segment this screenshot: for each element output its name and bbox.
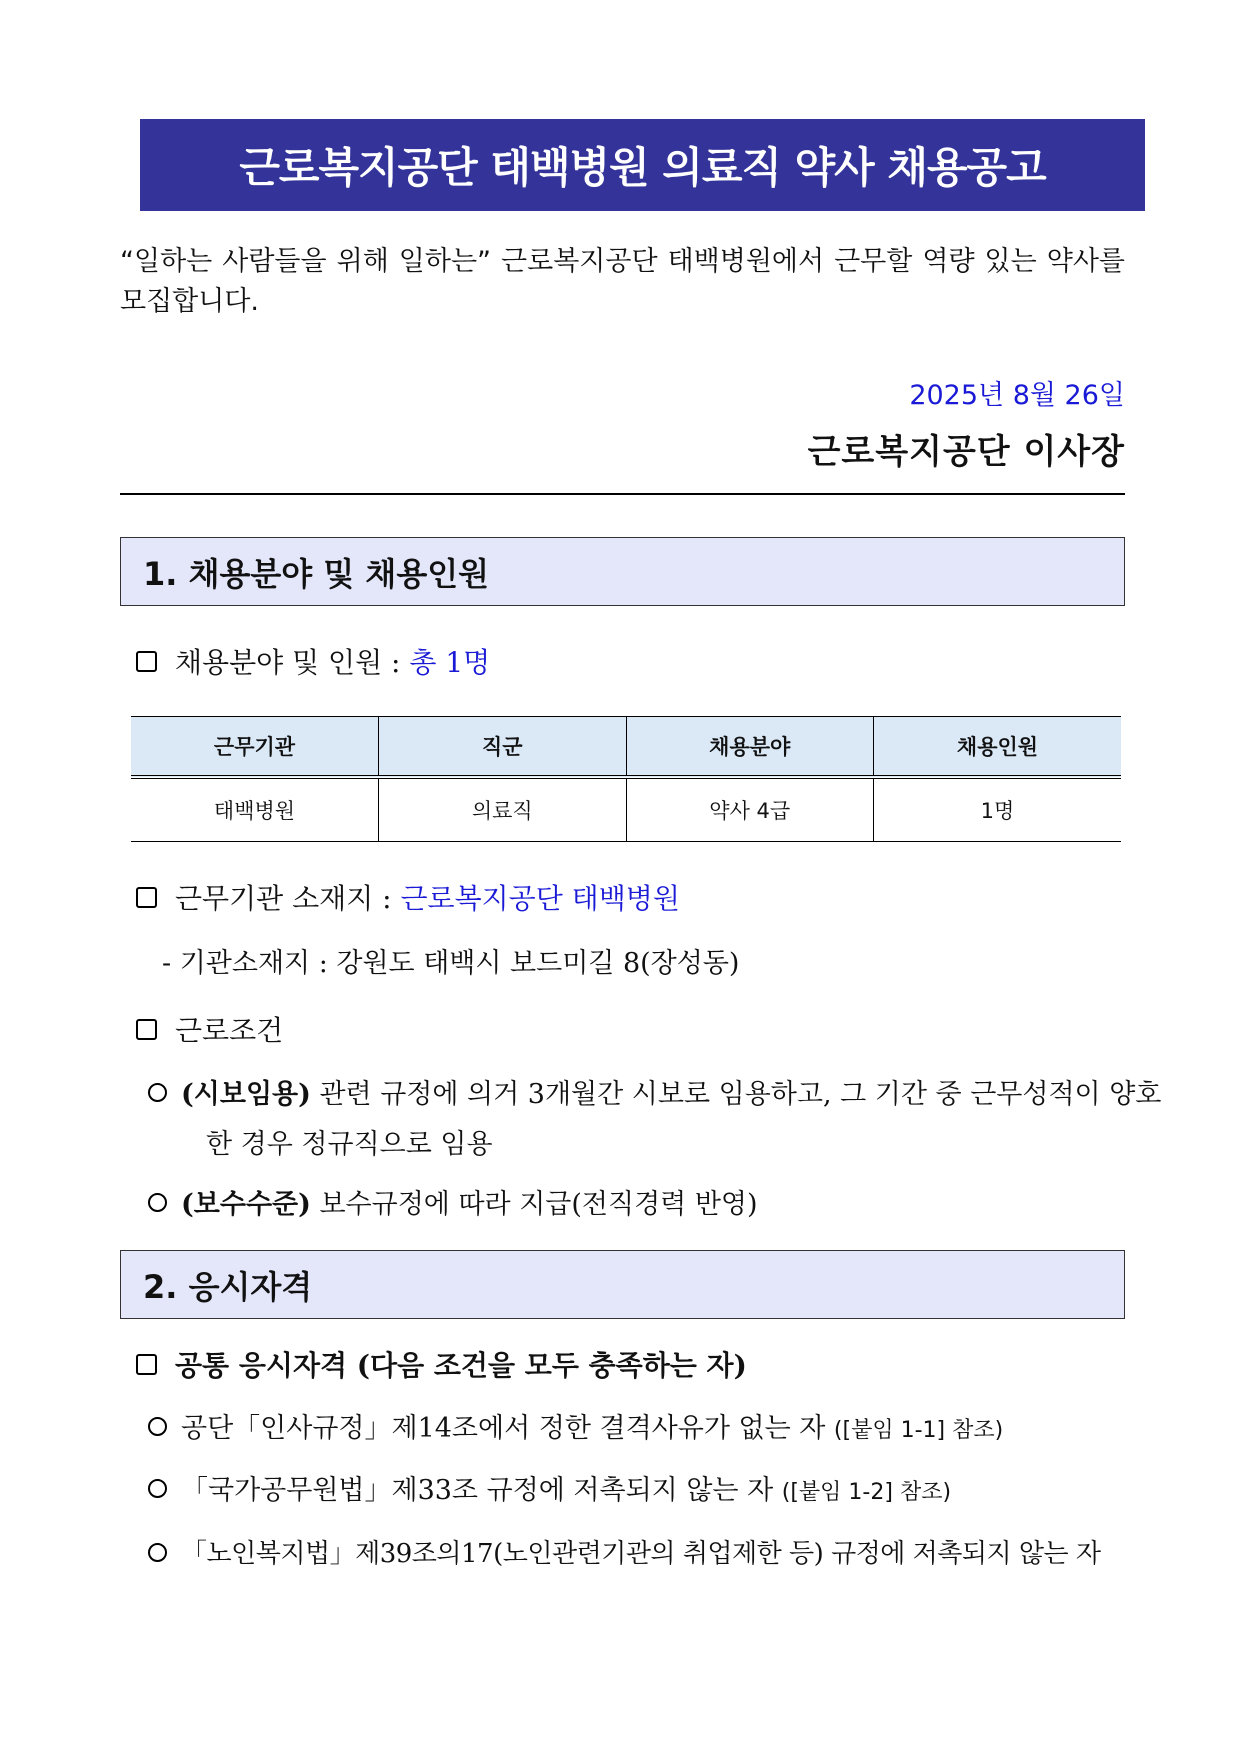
field-count-item (136, 641, 490, 681)
circle-bullet-icon (148, 1083, 167, 1102)
conditions-label: 근로조건 (175, 1014, 284, 1047)
condition-salary-text: 보수규정에 따라 지급(전직경력 반영) (310, 1189, 758, 1220)
location-item (136, 877, 680, 917)
table-cell: 1명 (874, 777, 1122, 842)
table-cell: 의료직 (379, 777, 627, 842)
checkbox-square-icon (136, 1354, 157, 1375)
common-qualification-item (136, 1344, 747, 1384)
conditions-item (136, 1009, 283, 1049)
checkbox-square-icon (136, 1019, 157, 1040)
circle-bullet-icon (148, 1479, 167, 1498)
condition-salary-key: (보수수준) (181, 1189, 311, 1220)
condition-probation-key: (시보임용) (181, 1079, 311, 1110)
condition-salary (148, 1180, 1124, 1230)
circle-bullet-icon (148, 1417, 167, 1436)
table-header-row (131, 717, 1121, 778)
circle-bullet-icon (148, 1193, 167, 1212)
qualification-text: 공단「인사규정」제14조에서 정한 결격사유가 없는 자 (181, 1413, 826, 1444)
qualification-item (148, 1466, 1124, 1518)
table-header-cell: 근무기관 (131, 717, 379, 778)
page-title: 근로복지공단 태백병원 의료직 약사 채용공고 (140, 119, 1145, 211)
qualification-text: 「국가공무원법」제33조 규정에 저촉되지 않는 자 (181, 1475, 774, 1506)
qualification-item (148, 1529, 1124, 1579)
condition-probation-text: 관련 규정에 의거 3개월간 시보로 임용하고, 그 기간 중 근무성적이 양호한 경우 정규직으로 임용 (206, 1079, 1162, 1160)
table-header-cell: 직군 (379, 717, 627, 778)
announcement-date: 2025년 8월 26일 (909, 380, 1125, 411)
qualification-note: ([붙임 1-2] 참조) (781, 1480, 952, 1505)
signer: 근로복지공단 이사장 (807, 432, 1125, 472)
section-2-heading (120, 1250, 1125, 1319)
table-header-cell: 채용분야 (626, 717, 874, 778)
field-count-value: 총 1명 (409, 646, 491, 679)
intro-paragraph: “일하는 사람들을 위해 일하는” 근로복지공단 태백병원에서 근무할 역량 있는 약사를 모집합니다. (120, 246, 1125, 317)
section-2-heading-text: 2. 응시자격 (143, 1267, 313, 1306)
location-value: 근로복지공단 태백병원 (400, 882, 680, 915)
checkbox-square-icon (136, 651, 157, 672)
address-text: - 기관소재지 : 강원도 태백시 보드미길 8(장성동) (162, 948, 740, 979)
checkbox-square-icon (136, 887, 157, 908)
table-cell: 약사 4급 (626, 777, 874, 842)
section-1-heading (120, 537, 1125, 606)
divider (120, 493, 1125, 495)
condition-probation (148, 1070, 1182, 1170)
qualification-text: 「노인복지법」제39조의17(노인관련기관의 취업제한 등) 규정에 저촉되지 않는 자 (181, 1539, 1101, 1569)
table-row (131, 777, 1121, 842)
qualification-note: ([붙임 1-1] 참조) (833, 1418, 1004, 1443)
field-count-label: 채용분야 및 인원 : (175, 646, 410, 679)
circle-bullet-icon (148, 1543, 167, 1562)
location-label: 근무기관 소재지 : (175, 882, 401, 915)
recruit-table (131, 716, 1121, 842)
common-qualification-label: 공통 응시자격 (다음 조건을 모두 충족하는 자) (175, 1349, 747, 1382)
qualification-item (148, 1404, 1124, 1456)
section-1-heading-text: 1. 채용분야 및 채용인원 (143, 554, 490, 593)
table-cell: 태백병원 (131, 777, 379, 842)
table-header-cell: 채용인원 (874, 717, 1122, 778)
